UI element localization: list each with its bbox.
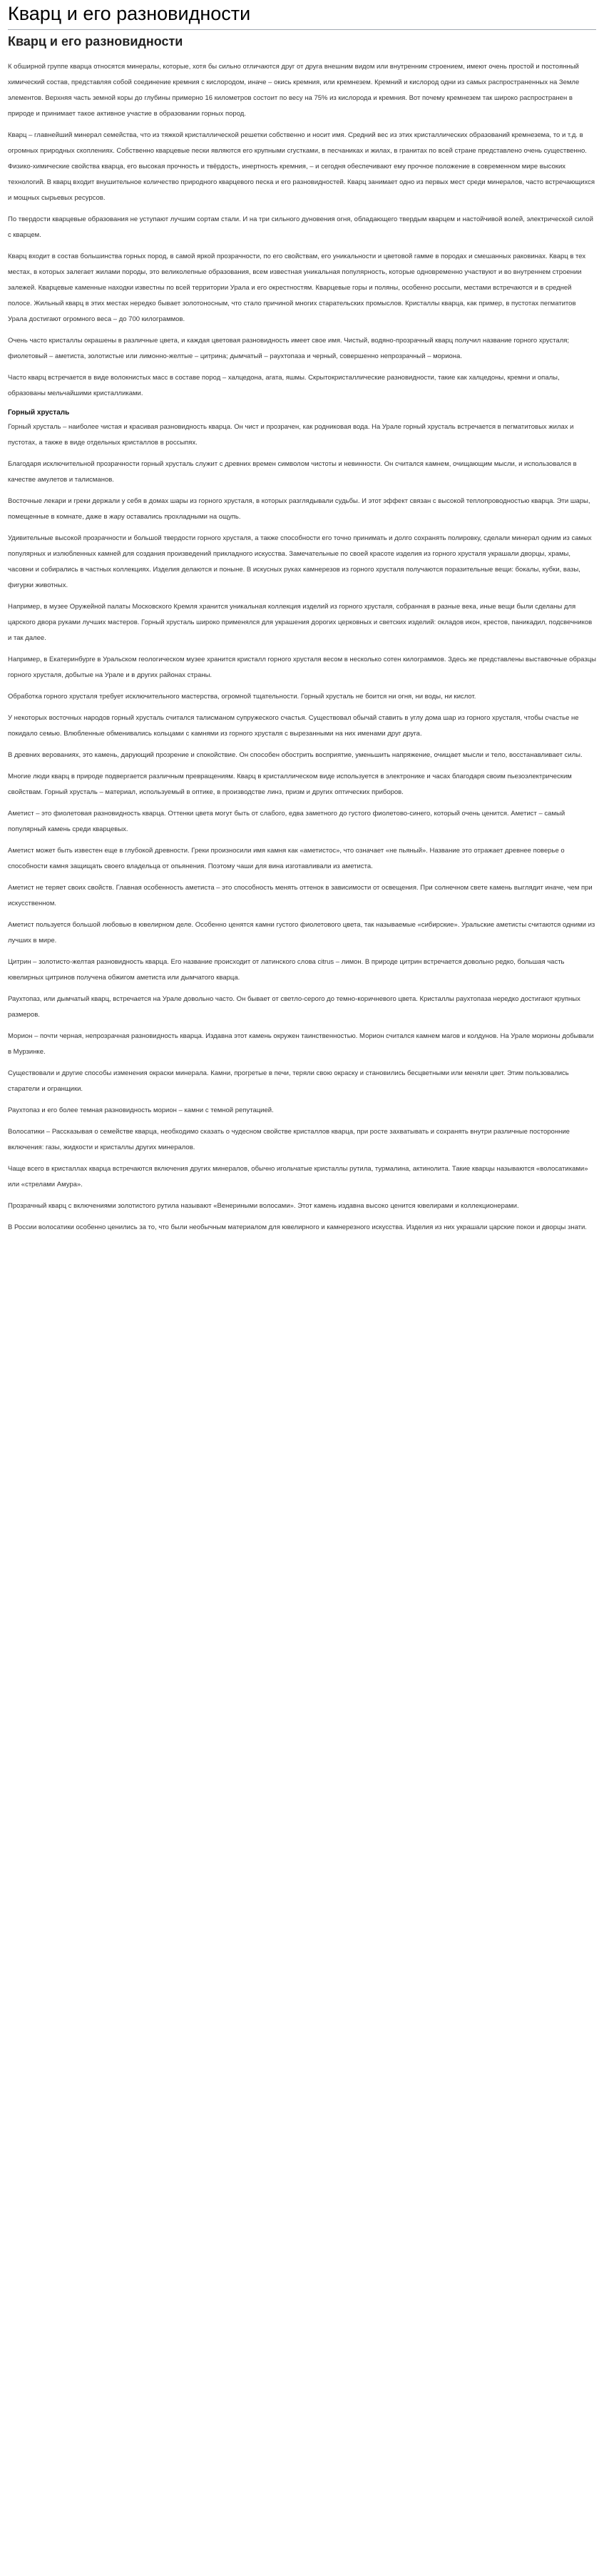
paragraph: Например, в Екатеринбурге в Уральском геологическом музее хранится кристалл горного хрусталя весом в несколько сотен килограммов. Здесь же представлены выставочные образцы горного хрусталя, добытые на Урале и в других районах страны. — [8, 656, 596, 679]
paragraph: В древних верованиях, это камень, дарующий прозрение и спокойствие. Он способен обострить восприятие, уменьшить напряжение, очищает мысли и тело, восстанавливает силы. — [8, 751, 583, 759]
paragraph: Восточные лекари и греки держали у себя в домах шары из горного хрусталя, в которых разглядывали судьбы. И этот эффект связан с высокой теплопроводностью кварца. Эти шары, помещенные в комнате, даже в жару оставались прохладными на ощупь. — [8, 497, 590, 521]
paragraph: Кварц входит в состав большинства горных пород, в самой яркой прозрачности, по его свойствам, его уникальности и цветовой гамме в породах и смешанных раковинах. Кварц в тех местах, в которых залегает жилами породы, это великолепные образования, всем известная уникальная популярность, которые одновременно участвуют и во внутреннем строении залежей. Кварцевые каменные находки известны по всей территории Урала и его окрестностям. Кварцевые горы и поляны, особенно россыпи, местами встречаются и в средней полосе. Жильный кварц в этих местах нередко бывает золотоносным, что стало причиной многих старательских промыслов. Кристаллы кварца, как пример, в пустотах пегматитов Урала достигают огромного веса – до 700 килограммов. — [8, 253, 586, 323]
paragraph: Существовали и другие способы изменения окраски минерала. Камни, прогретые в печи, теряли свою окраску и становились бесцветными или меняли цвет. Этим пользовались старатели и огранщики. — [8, 1069, 569, 1093]
paragraph: По твердости кварцевые образования не уступают лучшим сортам стали. И на три сильного дуновения огня, обладающего твердым кварцем и настойчивой волей, электрической силой с кварцем. — [8, 215, 593, 239]
paragraph: Благодаря исключительной прозрачности горный хрусталь служит с древних времен символом чистоты и невинности. Он считался камнем, очищающим мысли, и использовался в качестве амулетов и талисманов. — [8, 460, 577, 484]
paragraph: Обработка горного хрусталя требует исключительного мастерства, огромной тщательности. Горный хрусталь не боится ни огня, ни воды, ни кислот. — [8, 693, 476, 701]
paragraph: Часто кварц встречается в виде волокнистых масс в составе пород – халцедона, агата, яшмы. Скрытокристаллические разновидности, такие как халцедоны, кремни и опалы, образованы мельчайшими кристалликами. — [8, 374, 560, 397]
paragraph: Волосатики – Рассказывая о семействе кварца, необходимо сказать о чудесном свойстве кристаллов кварца, при росте захватывать и сохранять внутри различные посторонние включения: газы, жидкости и кристаллы других минералов. — [8, 1128, 570, 1151]
paragraph: Аметист – это фиолетовая разновидность кварца. Оттенки цвета могут быть от слабого, едва заметного до густого фиолетово-синего, который очень ценится. Аметист – самый популярный камень среди кварцевых. — [8, 810, 565, 833]
paragraph: Цитрин – золотисто-желтая разновидность кварца. Его название происходит от латинского слова citrus – лимон. В природе цитрин встречается довольно редко, большая часть ювелирных цитринов получена обжигом аметиста или дымчатого кварца. — [8, 958, 565, 982]
paragraph: Аметист может быть известен еще в глубокой древности. Греки произносили имя камня как «аметистос», что означает «не пьяный». Название это отражает древнее поверье о способности камня защищать своего владельца от опьянения. Поэтому чаши для вина изготавливали из аметиста. — [8, 847, 565, 870]
paragraph: Многие люди кварц в природе подвергается различным превращениям. Кварц в кристаллическом виде используется в электронике и часах благодаря своим пьезоэлектрическим свойствам. Горный хрусталь – материал, используемый в оптике, в производстве линз, призм и других оптических приборов. — [8, 773, 572, 796]
paragraph: У некоторых восточных народов горный хрусталь считался талисманом супружеского счастья. Существовал обычай ставить в углу дома шар из горного хрусталя, чтобы счастье не покидало семью. Влюбленные обменивались кольцами с камнями из горного хрусталя с вырезанными на них именами друг друга. — [8, 714, 579, 738]
paragraph: В России волосатики особенно ценились за то, что были необычным материалом для ювелирного и камнерезного искусства. Изделия из них украшали царские покои и дворцы знати. — [8, 1223, 587, 1231]
article-title: Кварц и его разновидности — [8, 34, 183, 49]
page-root — [0, 0, 604, 1256]
paragraph: К обширной группе кварца относятся минералы, которые, хотя бы сильно отличаются друг от друга внешним видом или внутренним строением, имеют очень простой и постоянный химический состав, представляя собой соединение кремния с кислородом, иначе – окись кремния, или кремнезем. Кремний и кислород одни из самых распространенных на Земле элементов. Верхняя часть земной коры до глубины примерно 16 километров состоит по весу на 75% из кислорода и кремния. Вот почему кремнезем так широко распространен в природе и принимает такое активное участие в образовании горных пород. — [8, 63, 580, 118]
paragraph: Раухтопаз и его более темная разновидность морион – камни с темной репутацией. — [8, 1106, 274, 1114]
paragraph: Чаще всего в кристаллах кварца встречаются включения других минералов, обычно игольчатые кристаллы рутила, турмалина, актинолита. Такие кварцы называются «волосатиками» или «стрелами Амура». — [8, 1165, 588, 1188]
paragraph: Аметист пользуется большой любовью в ювелирном деле. Особенно ценятся камни густого фиолетового цвета, так называемые «сибирские». Уральские аметисты считаются одними из лучших в мире. — [8, 921, 595, 945]
paragraph: Раухтопаз, или дымчатый кварц, встречается на Урале довольно часто. Он бывает от светло-серого до темно-коричневого цвета. Кристаллы раухтопаза нередко достигают крупных размеров. — [8, 995, 580, 1019]
paragraph: Прозрачный кварц с включениями золотистого рутила называют «Венериными волосами». Этот камень издавна высоко ценится ювелирами и коллекционерами. — [8, 1202, 519, 1210]
paragraph: Например, в музее Оружейной палаты Московского Кремля хранится уникальная коллекция изделий из горного хрусталя, собранная в разные века, иные вещи были сделаны для царского двора руками лучших мастеров. Горный хрусталь широко применялся для украшения дорогих церковных и светских изделий: окладов икон, крестов, паникадил, подсвечников и так далее. — [8, 603, 593, 642]
paragraph: Горный хрусталь – наиболее чистая и красивая разновидность кварца. Он чист и прозрачен, как родниковая вода. На Урале горный хрусталь встречается в пегматитовых жилах и пустотах, а также в виде отдельных кристаллов в россыпях. — [8, 423, 574, 447]
paragraph: Кварц – главнейший минерал семейства, что из тяжкой кристаллической решетки собственно и носит имя. Средний вес из этих кристаллических образований кремнезема, то и т.д. в огромных природных скоплениях. Собственно кварцевые пески являются его крупными сгустками, в песчаниках и жилах, в гранитах по всей стране представлено очень существенно. Физико-химические свойства кварца, его высокая прочность и твёрдость, инертность кремния, – и сегодня обеспечивают ему прочное положение в современном мире высоких технологий. В кварц входит внушительное количество природного кварцевого песка и его разновидностей. Кварц занимает одно из первых мест среди минералов, часто встречающихся и мощных сырьевых ресурсов. — [8, 131, 595, 202]
paragraph: Удивительные высокой прозрачности и большой твердости горного хрусталя, а также способности его точно принимать и долго сохранять полировку, сделали минерал одним из самых популярных и излюбленных камней для создания произведений прикладного искусства. Замечательные по своей красоте изделия из горного хрусталя украшали дворцы, храмы, часовни и собирались в частных коллекциях. Изделия делаются и поныне. В искусных руках камнерезов из горного хрусталя получаются поразительные вещи: бокалы, кубки, вазы, фигурки животных. — [8, 534, 592, 589]
article-body — [8, 59, 596, 1236]
section-heading-rock-crystal: Горный хрусталь — [8, 409, 70, 417]
paragraph: Морион – почти черная, непрозрачная разновидность кварца. Издавна этот камень окружен таинственностью. Морион считался камнем магов и колдунов. На Урале морионы добывали в Мурзинке. — [8, 1032, 594, 1056]
paragraph: Аметист не теряет своих свойств. Главная особенность аметиста – это способность менять оттенок в зависимости от освещения. При солнечном свете камень выглядит иначе, чем при искусственном. — [8, 884, 593, 907]
page-title: Кварц и его разновидности — [8, 3, 596, 30]
paragraph: Очень часто кристаллы окрашены в различные цвета, и каждая цветовая разновидность имеет свое имя. Чистый, водяно-прозрачный кварц получил название горного хрусталя; фиолетовый – аметиста, золотистые или лимонно-желтые – цитрина; дымчатый – раухтопаза и черный, совершенно непрозрачный – мориона. — [8, 337, 570, 360]
